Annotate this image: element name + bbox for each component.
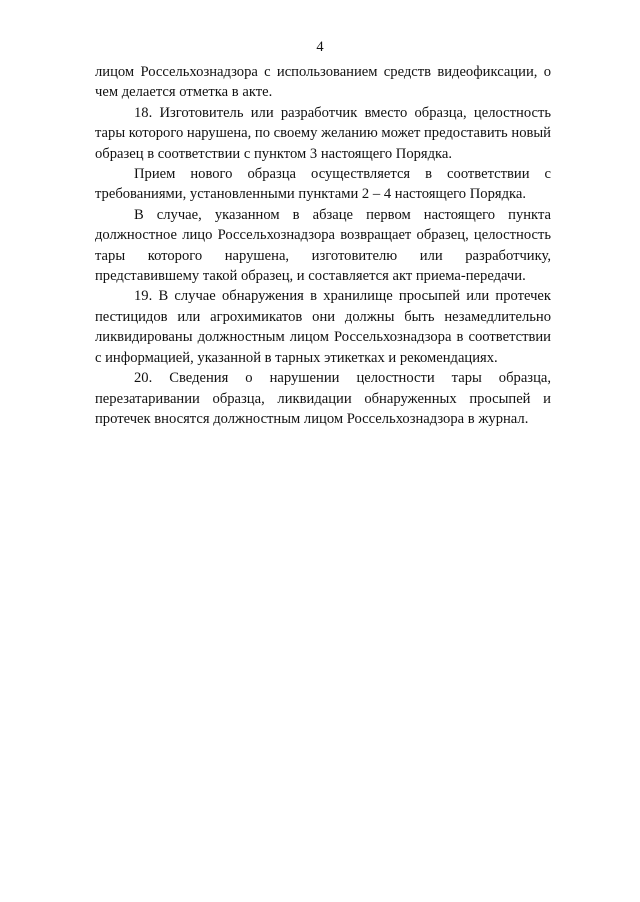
paragraph-new-sample-acceptance: Прием нового образца осуществляется в соответствии с требованиями, установленными пунктами 2 – 4 настоящего Порядка. [95,166,551,203]
paragraph-item-18: 18. Изготовитель или разработчик вместо образца, целостность тары которого нарушена, по своему желанию может предоставить новый образец в соответствии с пунктом 3 настоящего Порядка. [95,104,551,162]
paragraph-sample-return: В случае, указанном в абзаце первом настоящего пункта должностное лицо Россельхознадзора возвращает образец, целостность тары которого нарушена, изготовителю или разработчику, представившему такой образец, и составляется акт приема-передачи. [95,206,551,285]
page-number: 4 [316,39,324,55]
paragraph-continuation: лицом Россельхознадзора с использованием средств видеофиксации, о чем делается отметка в акте. [95,64,551,101]
paragraph-item-19: 19. В случае обнаружения в хранилище просыпей или протечек пестицидов или агрохимикатов они должны быть незамедлительно ликвидированы должностным лицом Россельхознадзора в соответствии с информацией, указанной в тарных этикетках и рекомендациях. [95,288,551,366]
paragraph-item-20: 20. Сведения о нарушении целостности тары образца, перезатаривании образца, ликвидации обнаруженных просыпей и протечек вносятся должностным лицом Россельхознадзора в журнал. [95,370,551,427]
body-text [95,62,551,429]
